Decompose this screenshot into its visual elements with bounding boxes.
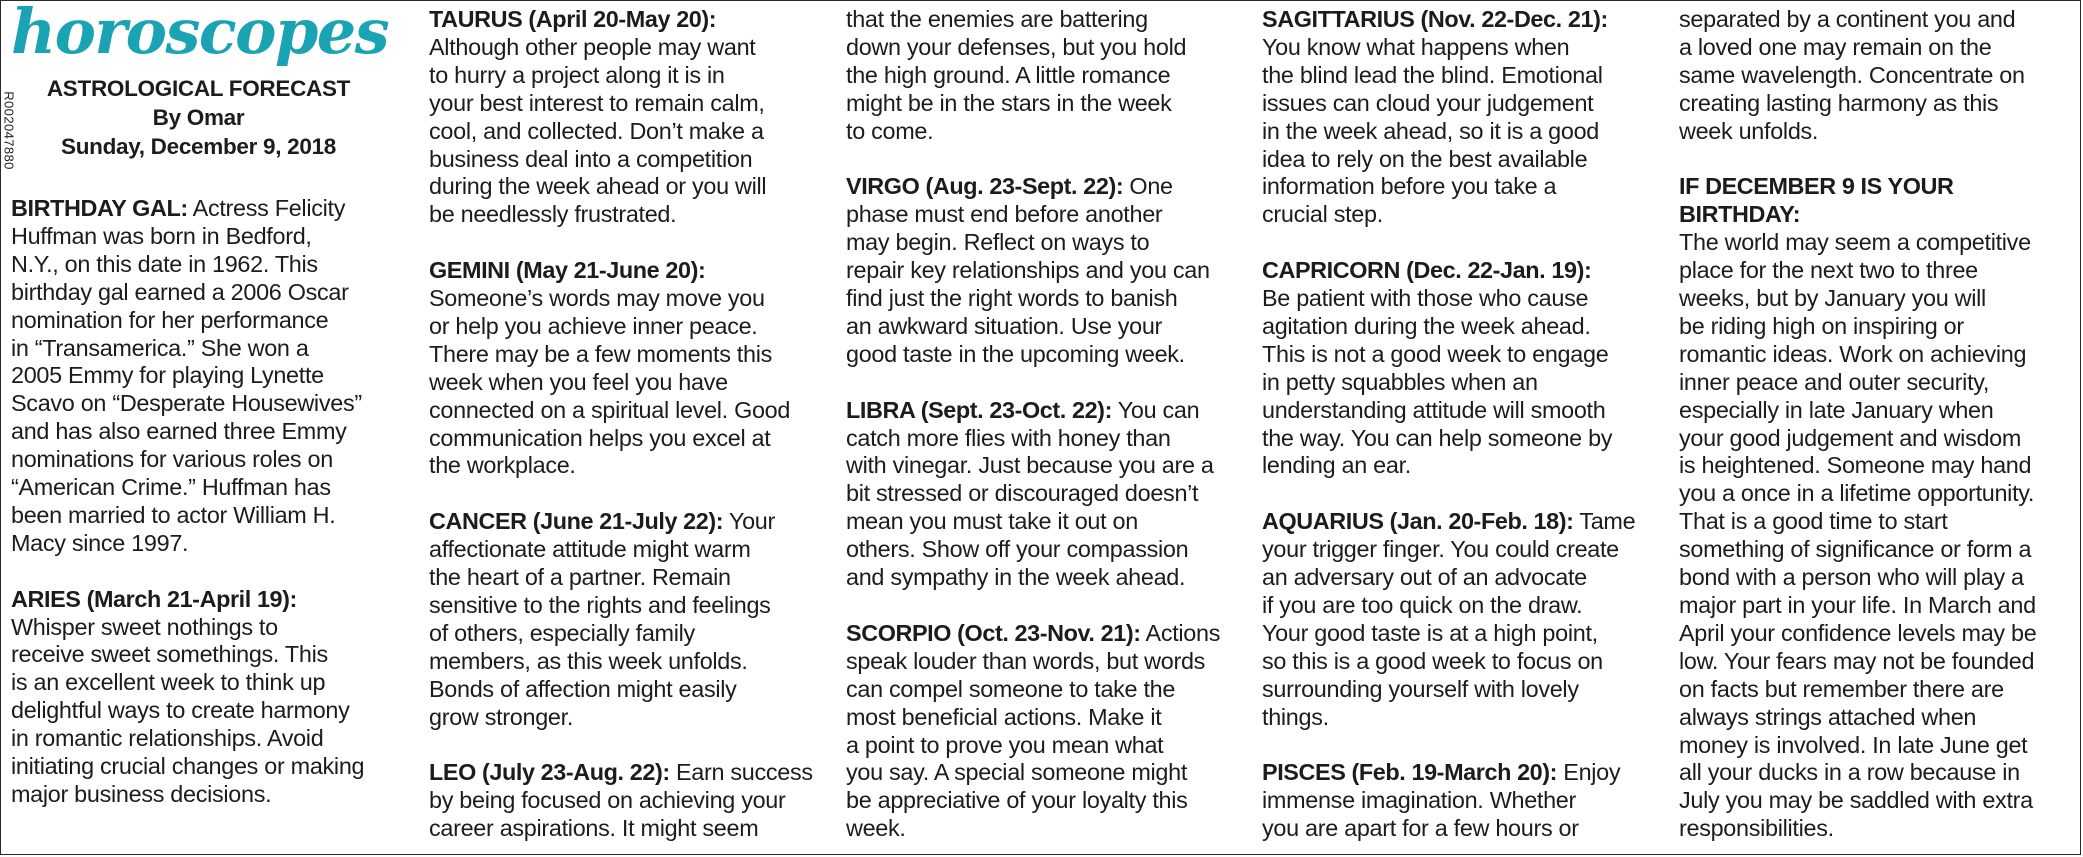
birthday-forecast-entry bbox=[1679, 173, 2075, 843]
entry-heading: SCORPIO (Oct. 23-Nov. 21): bbox=[846, 619, 1141, 646]
entry-heading: BIRTHDAY GAL: bbox=[11, 195, 188, 221]
entry-heading: CAPRICORN (Dec. 22-Jan. 19): bbox=[1262, 257, 1592, 284]
leo-continued-entry bbox=[846, 6, 1248, 146]
column-2 bbox=[429, 6, 831, 851]
entry-heading: TAURUS (April 20-May 20): bbox=[429, 6, 717, 32]
taurus-entry bbox=[429, 6, 831, 229]
scorpio-entry bbox=[846, 620, 1248, 843]
entry-heading: LIBRA (Sept. 23-Oct. 22): bbox=[846, 396, 1112, 423]
entry-body: Earn success by being focused on achieving your career aspirations. It might seem bbox=[429, 759, 813, 842]
aquarius-entry bbox=[1262, 508, 1664, 731]
entry-heading: IF DECEMBER 9 IS YOUR BIRTHDAY: bbox=[1679, 173, 1954, 228]
entry-body: The world may seem a competitive place for the next two to three weeks, but by January you will be riding high on inspiring or romantic ideas. Work on achieving inner peace and outer security, especially in late January when your good judgement and wisdom is heightened. Someone may hand you a once in a lifetime opportunity. That is a good time to start something of significance or form a bond with a person who will play a major part in your life. In March and April your confidence levels may be low. Your fears may not be founded on facts but remember there are always strings attached when money is involved. In late June get all your ducks in a row because in July you may be saddled with extra responsibilities. bbox=[1679, 229, 2037, 842]
virgo-entry bbox=[846, 173, 1248, 368]
entry-body: Your affectionate attitude might warm the heart of a partner. Remain sensitive to the rights and feelings of others, especially family members, as this week unfolds. Bonds of affection might easily grow stronger. bbox=[429, 508, 775, 730]
entry-heading: CANCER (June 21-July 22): bbox=[429, 508, 724, 535]
entry-body: Whisper sweet nothings to receive sweet somethings. This is an excellent week to think up delightful ways to create harmony in romantic relationships. Avoid initiating crucial changes or making major business decisions. bbox=[11, 613, 365, 808]
entry-heading: AQUARIUS (Jan. 20-Feb. 18): bbox=[1262, 508, 1574, 535]
side-code-text: R002047880 bbox=[1, 90, 17, 170]
pisces-continued-entry bbox=[1679, 6, 2075, 146]
entry-heading: LEO (July 23-Aug. 22): bbox=[429, 759, 670, 786]
entry-body: Someone’s words may move you or help you achieve inner peace. There may be a few moments this week when you feel you have connected on a spiritual level. Good communication helps you excel at the workplace. bbox=[429, 285, 791, 479]
cancer-entry bbox=[429, 508, 831, 731]
entry-body: Actress Felicity Huffman was born in Bedford, N.Y., on this date in 1962. This birthday gal earned a 2006 Oscar nomination for her performance in “Transamerica.” She won a 2005 Emmy for playing Lynette Scavo on “Desperate Housewives” and has also earned three Emmy nominations for various roles on “American Crime.” Huffman has been married to actor William H. Macy since 1997. bbox=[11, 195, 362, 556]
entry-body: One phase must end before another may begin. Reflect on ways to repair key relationships and you can find just the right words to banish an awkward situation. Use your good taste in the upcoming week. bbox=[846, 173, 1210, 367]
entry-body: You know what happens when the blind lead the blind. Emotional issues can cloud your judgement in the week ahead, so it is a good idea to rely on the best available information before you take a crucial step. bbox=[1262, 33, 1603, 228]
entry-body: Tame your trigger finger. You could create an adversary out of an advocate if you are too quick on the draw. Your good taste is at a high point, so this is a good week to focus on surrounding yourself with lovely things. bbox=[1262, 508, 1636, 730]
column-4 bbox=[1262, 6, 1664, 851]
entry-body: You can catch more flies with honey than with vinegar. Just because you are a bit stressed or discouraged doesn’t mean you must take it out on others. Show off your compassion and sympathy in the week ahead. bbox=[846, 396, 1214, 591]
gemini-entry bbox=[429, 257, 831, 480]
column-3 bbox=[846, 6, 1248, 851]
sagittarius-entry bbox=[1262, 6, 1664, 229]
byline: By Omar bbox=[152, 105, 245, 130]
entry-body: Although other people may want to hurry a project along it is in your best interest to remain calm, cool, and collected. Don’t make a business deal into a competition during the week ahead or you will be needlessly frustrated. bbox=[429, 33, 767, 228]
entry-heading: VIRGO (Aug. 23-Sept. 22): bbox=[846, 173, 1124, 200]
entry-body: Enjoy immense imagination. Whether you are apart for a few hours or bbox=[1262, 759, 1621, 842]
entry-heading: PISCES (Feb. 19-March 20): bbox=[1262, 759, 1558, 786]
entry-body: that the enemies are battering down your defenses, but you hold the high ground. A little romance might be in the stars in the week to come. bbox=[846, 6, 1187, 144]
aries-entry bbox=[11, 586, 403, 809]
forecast-title: ASTROLOGICAL FORECAST bbox=[46, 76, 351, 101]
entry-body: Actions speak louder than words, but words can compel someone to take the most beneficial actions. Make it a point to prove you mean what you say. A special someone might be appreciative of your loyalty this week. bbox=[846, 619, 1221, 842]
entry-body: separated by a continent you and a loved one may remain on the same wavelength. Concentrate on creating lasting harmony as this week unfolds. bbox=[1679, 6, 2025, 144]
column-1 bbox=[11, 6, 403, 851]
column-5 bbox=[1679, 6, 2075, 851]
entry-heading: GEMINI (May 21-June 20): bbox=[429, 257, 706, 284]
capricorn-entry bbox=[1262, 257, 1664, 480]
entry-heading: SAGITTARIUS (Nov. 22-Dec. 21): bbox=[1262, 6, 1608, 32]
pisces-entry bbox=[1262, 759, 1664, 843]
entry-heading: ARIES (March 21-April 19): bbox=[11, 585, 297, 612]
horoscopes-logo: horoscopes bbox=[11, 6, 389, 68]
birthday-gal-entry bbox=[11, 195, 403, 558]
leo-entry bbox=[429, 759, 831, 843]
entry-body: Be patient with those who cause agitation during the week ahead. This is not a good week to engage in petty squabbles when an understanding attitude will smooth the way. You can help someone by lending an ear. bbox=[1262, 285, 1613, 479]
masthead bbox=[11, 6, 389, 161]
issue-date: Sunday, December 9, 2018 bbox=[60, 134, 337, 159]
libra-entry bbox=[846, 397, 1248, 592]
